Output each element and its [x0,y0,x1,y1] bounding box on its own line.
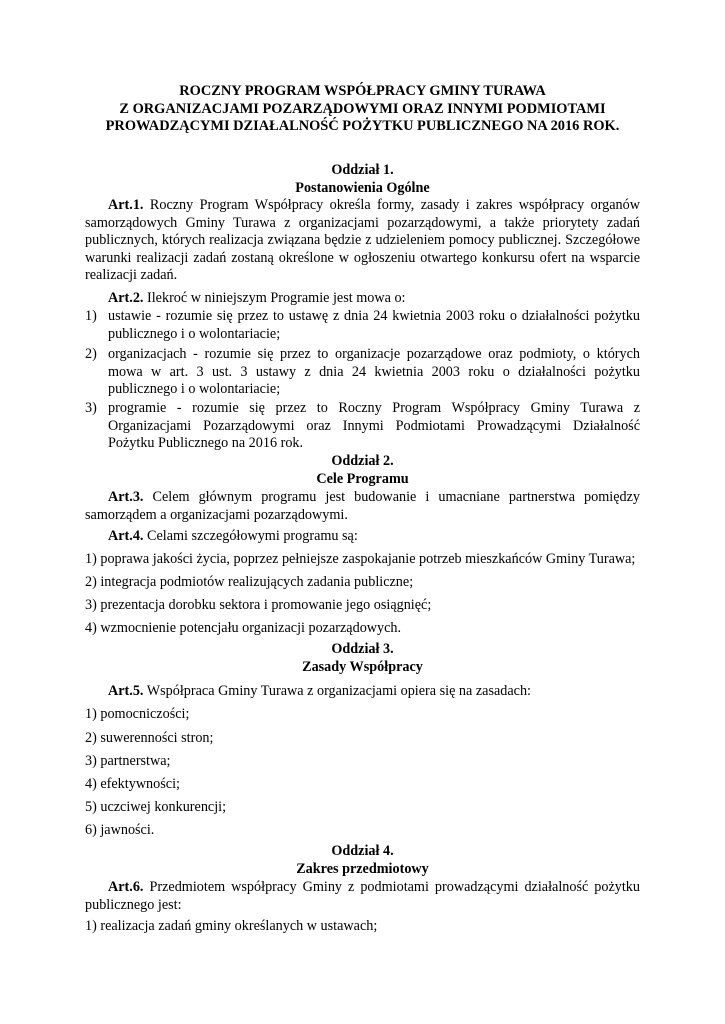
list-item: 1) realizacja zadań gminy określanych w ustawach; [85,918,378,934]
article-6 [85,879,640,914]
article-text: Celami szczegółowymi programu są: [147,528,358,544]
article-label: Art.4. [108,528,144,544]
article-text: Ilekroć w niniejszym Programie jest mowa o: [147,290,406,306]
article-label: Art.2. [108,290,144,306]
document-title [0,83,725,136]
list-item-number: 3) [85,400,97,416]
section-subheading: Postanowienia Ogólne [295,179,430,196]
section-heading: Oddział 1. [331,162,394,178]
list-item: 4) wzmocnienie potencjału organizacji pozarządowych. [85,620,402,636]
article-2 [85,290,640,308]
article-text: Współpraca Gminy Turawa z organizacjami opiera się na zasadach: [146,683,531,699]
list-item: 1) poprawa jakości życia, poprzez pełniejsze zaspokajanie potrzeb mieszkańców Gminy Turawa; [85,551,636,567]
section-2-heading [0,453,725,488]
section-4-heading [0,843,725,878]
list-item: 3) prezentacja dorobku sektora i promowanie jego osiągnięć; [85,597,432,613]
section-subheading: Zasady Współpracy [302,658,423,675]
article-1 [85,197,640,285]
article-text: Przedmiotem współpracy Gminy z podmiotami prowadzącymi działalność pożytku publicznego jest: [85,879,640,913]
article-label: Art.3. [108,489,144,505]
section-subheading: Zakres przedmiotowy [296,860,429,877]
section-heading: Oddział 3. [331,641,394,657]
list-item: 4) efektywności; [85,776,180,792]
article-label: Art.5. [108,683,144,699]
list-item: 2) suwerenności stron; [85,730,214,746]
list-item: 2) integracja podmiotów realizujących zadania publiczne; [85,574,414,590]
list-item: 6) jawności. [85,822,155,838]
section-3-heading [0,641,725,676]
list-item [85,346,640,399]
section-heading: Oddział 2. [331,453,394,469]
article-text: Roczny Program Współpracy określa formy, zasady i zakres współpracy organów samorządowych Gminy Turawa z organizacjami pozarządowymi, a także priorytety zadań publicznych, których realizacja związana będzie z udzieleniem pomocy publicznej. Szczegółowe warunki realizacji zadań zostaną określone w ogłoszeniu otwartego konkursu ofert na wsparcie realizacji zadań. [85,197,640,283]
list-item: 1) pomocniczości; [85,706,190,722]
article-label: Art.1. [108,197,144,213]
list-item-text: programie - rozumie się przez to Roczny Program Współpracy Gminy Turawa z Organizacjami Pozarządowymi oraz Innymi Podmiotami Prowadzącymi Działalność Pożytku Publicznego na 2016 rok. [108,400,640,451]
list-item: 3) partnerstwa; [85,753,171,769]
list-item [85,308,640,343]
title-line-1: ROCZNY PROGRAM WSPÓŁPRACY GMINY TURAWA [179,83,546,99]
list-item [85,400,640,453]
list-item-number: 2) [85,346,97,362]
list-item-text: organizacjach - rozumie się przez to organizacje pozarządowe oraz podmioty, o których mowa w art. 3 ust. 3 ustawy z dnia 24 kwietnia 2003 roku o działalności pożytku publicznego i o wolontariacie; [108,346,640,397]
article-3 [85,489,640,524]
section-heading: Oddział 4. [331,843,394,859]
list-item: 5) uczciwej konkurencji; [85,799,227,815]
article-5 [85,683,640,701]
section-subheading: Cele Programu [316,470,409,487]
title-line-2: Z ORGANIZACJAMI POZARZĄDOWYMI ORAZ INNYMI PODMIOTAMI [119,100,606,117]
list-item-text: ustawie - rozumie się przez to ustawę z dnia 24 kwietnia 2003 roku o działalności pożytku publicznego i o wolontariacie; [108,308,640,342]
article-text: Celem głównym programu jest budowanie i umacniane partnerstwa pomiędzy samorządem a organizacjami pozarządowymi. [85,489,640,523]
list-item-number: 1) [85,308,97,324]
section-1-heading [0,162,725,197]
title-line-3: PROWADZĄCYMI DZIAŁALNOŚĆ POŻYTKU PUBLICZNEGO NA 2016 ROK. [105,118,620,134]
article-label: Art.6. [108,879,144,895]
article-4 [85,528,640,546]
